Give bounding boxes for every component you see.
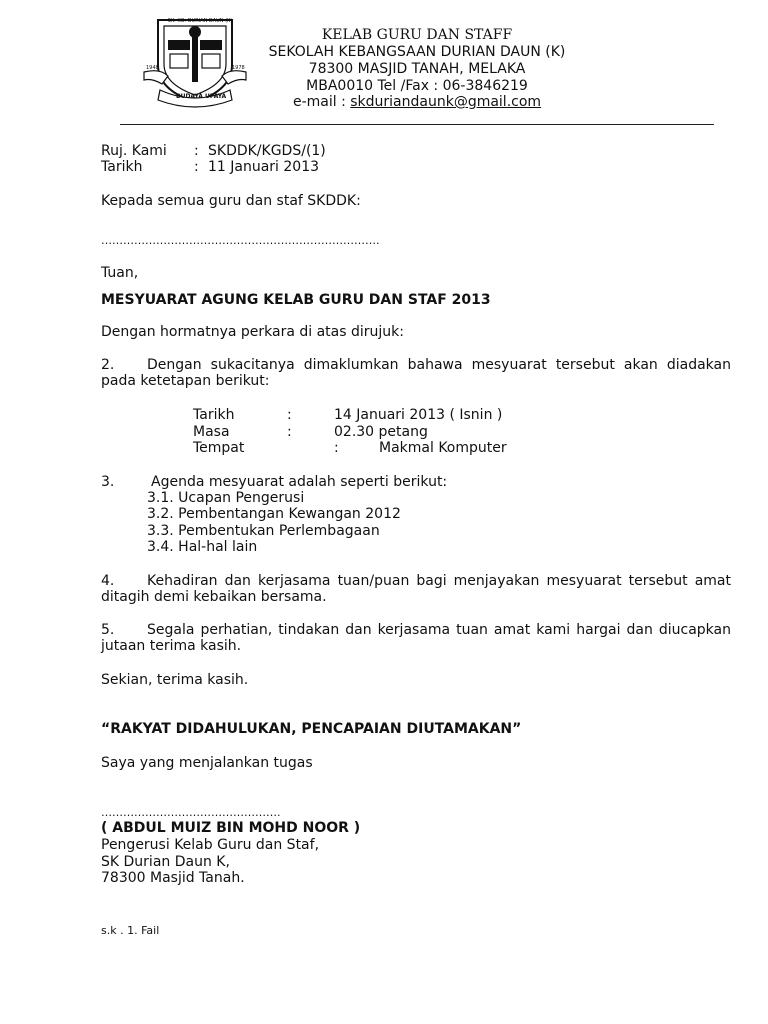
logo-ring-text: SK. KG. DURIAN DAUN (K): [167, 18, 233, 24]
salutation: Tuan,: [101, 265, 139, 281]
agenda-item: 3.2. Pembentangan Kewangan 2012: [147, 506, 401, 522]
ref-tarikh-sep: :: [194, 159, 199, 175]
para5-line2: jutaan terima kasih.: [101, 638, 242, 654]
dotted-line: ………………………………………………………………….: [101, 234, 380, 247]
signature-dots: ………………………………………….: [101, 806, 281, 819]
para2-line2: pada ketetapan berikut:: [101, 373, 270, 389]
schedule-time-value: 02.30 petang: [334, 424, 428, 440]
logo-motto: BUDAYA UPAYA: [176, 93, 227, 100]
school-name: SEKOLAH KEBANGSAAN DURIAN DAUN (K): [268, 44, 566, 60]
para4-line1: [101, 573, 731, 590]
agenda-item: 3.3. Pembentukan Perlembagaan: [147, 523, 380, 539]
schedule-date-sep: :: [287, 407, 292, 423]
signer-place: 78300 Masjid Tanah.: [101, 870, 245, 886]
school-code-phone: MBA0010 Tel /Fax : 06-3846219: [306, 78, 528, 94]
ref-ruj-row: [101, 143, 326, 160]
ref-tarikh-value: 11 Januari 2013: [208, 159, 320, 175]
cc-line: s.k . 1. Fail: [101, 924, 160, 937]
para3-text: Agenda mesyuarat adalah seperti berikut:: [151, 474, 448, 490]
agenda-item: 3.4. Hal-hal lain: [147, 539, 258, 555]
para2-line1: [101, 357, 731, 374]
email-line: [293, 94, 541, 111]
schedule-date-value: 14 Januari 2013 ( Isnin ): [334, 407, 503, 423]
club-name: KELAB GURU DAN STAFF: [321, 27, 513, 43]
schedule-time-sep: :: [287, 424, 292, 440]
email-label: e-mail :: [292, 94, 351, 110]
schedule-row-place: [193, 440, 507, 457]
para4-text-line1: Kehadiran dan kerjasama tuan/puan bagi menjayakan mesyuarat tersebut amat: [147, 573, 731, 589]
school-address: 78300 MASJID TANAH, MELAKA: [308, 61, 526, 77]
para2-text-line1: Dengan sukacitanya dimaklumkan bahawa mesyuarat tersebut akan diadakan: [147, 357, 731, 373]
signer-org: SK Durian Daun K,: [101, 854, 230, 870]
ref-ruj-sep: :: [194, 143, 199, 159]
ref-ruj-label: Ruj. Kami: [101, 143, 167, 159]
motto-slogan: “RAKYAT DIDAHULUKAN, PENCAPAIAN DIUTAMAKAN”: [101, 721, 522, 737]
para5-text-line1: Segala perhatian, tindakan dan kerjasama tuan amat kami hargai dan diucapkan: [147, 622, 731, 638]
para5-number: 5.: [101, 622, 115, 638]
ref-tarikh-row: [101, 159, 319, 176]
schedule-row-time: [193, 424, 428, 441]
email-link[interactable]: skduriandaunk@gmail.com: [350, 94, 542, 110]
schedule-place-sep: :: [334, 440, 339, 456]
ref-ruj-value: SKDDK/KGDS/(1): [208, 143, 326, 159]
para5-line1: [101, 622, 731, 639]
signer-title: Pengerusi Kelab Guru dan Staf,: [101, 837, 320, 853]
recipient: Kepada semua guru dan staf SKDDK:: [101, 193, 361, 209]
schedule-row-date: [193, 407, 502, 424]
subject-heading: MESYUARAT AGUNG KELAB GURU DAN STAF 2013: [101, 292, 491, 308]
agenda-item: 3.1. Ucapan Pengerusi: [147, 490, 305, 506]
para4-line2: ditagih demi kebaikan bersama.: [101, 589, 327, 605]
closing-line: Sekian, terima kasih.: [101, 672, 249, 688]
ref-tarikh-label: Tarikh: [101, 159, 143, 175]
signer-name: ( ABDUL MUIZ BIN MOHD NOOR ): [101, 820, 361, 836]
para3-number: 3.: [101, 474, 115, 490]
signoff-line: Saya yang menjalankan tugas: [101, 755, 313, 771]
header-divider: [120, 124, 714, 125]
para4-number: 4.: [101, 573, 115, 589]
logo-right-year: 1978: [232, 65, 245, 71]
logo-left-year: 1948: [146, 65, 159, 71]
schedule-place-label: Tempat: [193, 440, 245, 456]
schedule-date-label: Tarikh: [193, 407, 235, 423]
schedule-time-label: Masa: [193, 424, 230, 440]
opening-line: Dengan hormatnya perkara di atas dirujuk:: [101, 324, 404, 340]
para3-line: [101, 474, 447, 491]
schedule-place-value: Makmal Komputer: [379, 440, 507, 456]
para2-number: 2.: [101, 357, 115, 373]
